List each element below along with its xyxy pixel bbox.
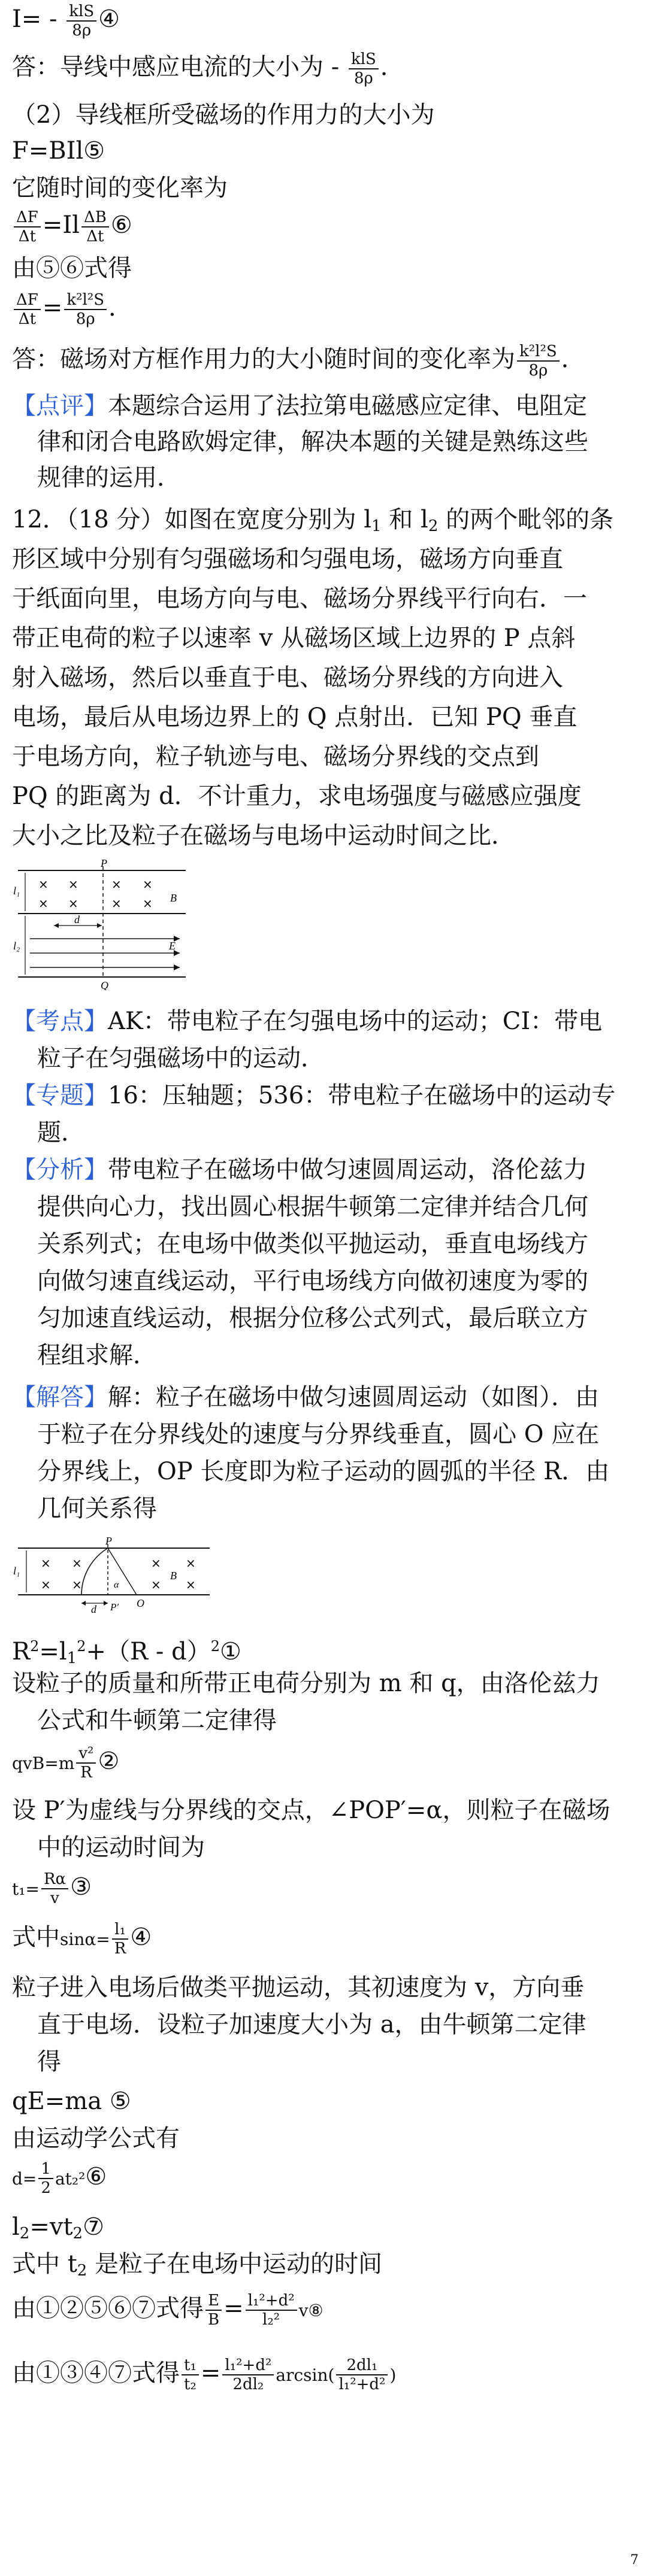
paragraph-line: 形区域中分别有匀强磁场和匀强电场，磁场方向垂直	[12, 545, 563, 573]
d-arrow-right	[97, 923, 102, 928]
cross-mark: ×	[72, 1577, 82, 1592]
equation-current	[12, 1, 635, 40]
paragraph-line: 设 P′为虚线与分界线的交点，∠POP′=α，则粒子在磁场	[12, 1797, 610, 1824]
cross-mark: ×	[186, 1556, 196, 1570]
cross-mark: ×	[186, 1577, 196, 1592]
paragraph-line: 向做匀速直线运动，平行电场线方向做初速度为零的	[37, 1267, 588, 1295]
paragraph-line: 电场，最后从电场边界上的 Q 点射出．已知 PQ 垂直	[12, 703, 578, 731]
paragraph-line: 粒子进入电场后做类平抛运动，其初速度为 v，方向垂	[12, 1974, 585, 2001]
label-q: Q	[101, 979, 108, 990]
text: I= -	[12, 5, 65, 33]
cross-mark: ×	[41, 1577, 51, 1592]
paragraph-line: 射入磁场，然后以垂直于电、磁场分界线的方向进入	[12, 664, 563, 691]
fraction: klS 8ρ	[66, 2, 96, 40]
paragraph-line: 于电场方向，粒子轨迹与电、磁场分界线的交点到	[12, 743, 539, 770]
equation-7: $l_2=vt_2⑦$	[12, 2213, 104, 2243]
fraction: klS 8ρ	[349, 50, 379, 87]
kaodian-line: 【考点】AK：带电粒子在匀强电场中的运动；CI：带电	[12, 1008, 603, 1035]
paragraph-line: 得	[37, 2048, 61, 2076]
equation-3: t₁= $\frac{R\alpha}{v}$ ③	[12, 1870, 92, 1907]
problem-12-title: 12．（18 分）如图在宽度分别为 $l_1$ 和 $l_2$ 的两个毗邻的条	[12, 506, 614, 535]
cross-mark: ×	[143, 896, 153, 911]
comment-heading: 【点评】本题综合运用了法拉第电磁感应定律、电阻定	[12, 392, 587, 420]
section-tag: 【分析】	[12, 1156, 108, 1184]
label-l2: l₂	[13, 940, 20, 952]
label-alpha: α	[114, 1580, 119, 1590]
paragraph-line: （2）导线框所受磁场的作用力的大小为	[12, 101, 435, 129]
paragraph-line: 程组求解．	[37, 1342, 157, 1369]
cross-mark: ×	[68, 877, 78, 891]
equation-8: 由①②⑤⑥⑦式得 $\frac{E}{B}$ = $\frac{\text{l₁²+d²}}{\text{l₂²}}$ v⑧	[12, 2292, 324, 2329]
label-p: P	[101, 860, 107, 869]
equation-rate-result: $\frac{\Delta F}{\Delta t}$ = $\frac{\text{k²l²S}}{8\rho}$ ．	[12, 290, 635, 328]
paragraph-line: 设粒子的质量和所带正电荷分别为 m 和 q，由洛伦兹力	[12, 1670, 600, 1697]
answer-rate: 答：磁场对方框作用力的大小随时间的变化率为 $\frac{\text{k²l²S}}{8\rho}$ ．	[12, 342, 585, 380]
trajectory-arc	[81, 1548, 108, 1595]
cross-mark: ×	[38, 896, 49, 911]
label-b: B	[170, 1570, 177, 1582]
cross-mark: ×	[38, 877, 49, 891]
label-e: E	[169, 940, 176, 952]
paragraph-line: 中的运动时间为	[37, 1834, 205, 1861]
paragraph-line: 关系列式；在电场中做类似平抛运动，垂直电场线方	[37, 1230, 588, 1258]
cross-mark: ×	[72, 1556, 82, 1570]
paragraph-line: 由运动学公式有	[12, 2125, 180, 2152]
label-p: P	[105, 1537, 112, 1547]
label-o: O	[137, 1597, 144, 1609]
paragraph-line: 律和闭合电路欧姆定律，解决本题的关键是熟练这些	[37, 428, 588, 456]
paragraph-line: 于粒子在分界线处的速度与分界线垂直，圆心 O 应在	[37, 1421, 600, 1448]
equation-2: qvB=m $\frac{\text{v²}}{R}$ ②	[12, 1744, 120, 1782]
figure-field-strips	[12, 860, 192, 990]
paragraph-line: 分界线上，OP 长度即为粒子运动的圆弧的半径 R．由	[37, 1458, 610, 1485]
figure-trajectory	[12, 1537, 216, 1615]
label-b: B	[170, 892, 177, 904]
section-tag: 【解答】	[12, 1383, 108, 1411]
paragraph-line: PQ 的距离为 d．不计重力，求电场强度与磁感应强度	[12, 782, 582, 810]
fenxi-line: 【分析】带电粒子在磁场中做匀速圆周运动，洛伦兹力	[12, 1156, 587, 1184]
paragraph-line: 规律的运用．	[37, 464, 181, 491]
paragraph-line: 几何关系得	[37, 1495, 157, 1522]
label-p-prime: P′	[110, 1601, 119, 1613]
paragraph-line: 粒子在匀强磁场中的运动．	[37, 1045, 325, 1072]
cross-mark: ×	[111, 896, 122, 911]
radius-op-line	[108, 1548, 137, 1595]
paragraph-line: 式中 $t_2$ 是粒子在电场中运动的时间	[12, 2250, 383, 2280]
paragraph-line: 题．	[37, 1119, 85, 1146]
d-arrow-left	[54, 923, 59, 928]
cross-mark: ×	[111, 877, 122, 891]
equation-force: F=BIl⑤	[12, 137, 105, 165]
cross-mark: ×	[68, 896, 78, 911]
paragraph-line: 大小之比及粒子在磁场与电场中运动时间之比．	[12, 822, 515, 849]
paragraph-line: 提供向心力，找出圆心根据牛顿第二定律并结合几何	[37, 1193, 588, 1221]
label-l1: l₁	[13, 1565, 20, 1577]
jieda-line: 【解答】解：粒子在磁场中做匀速圆周运动（如图）．由	[12, 1383, 599, 1411]
paragraph-line: 公式和牛顿第二定律得	[37, 1707, 277, 1734]
paragraph-line: 由⑤⑥式得	[12, 254, 132, 282]
paragraph-line: 它随时间的变化率为	[12, 174, 228, 202]
label-d: d	[74, 914, 80, 926]
paragraph-line: 于纸面向里，电场方向与电、磁场分界线平行向右．一	[12, 585, 587, 612]
text: ④	[98, 5, 120, 33]
section-tag: 【点评】	[12, 392, 108, 420]
equation-4: 式中sinα= $\frac{\text{l₁}}{R}$ ④	[12, 1920, 152, 1958]
cross-mark: ×	[41, 1556, 51, 1570]
paragraph-line: 直于电场．设粒子加速度大小为 a，由牛顿第二定律	[37, 2011, 586, 2038]
label-l1: l₁	[13, 885, 20, 897]
cross-mark: ×	[143, 877, 153, 891]
equation-rate: $\frac{\Delta F}{\Delta t}$ =Il $\frac{\Delta B}{\Delta t}$ ⑥	[12, 207, 635, 245]
cross-mark: ×	[151, 1556, 161, 1570]
equation-1: $R^2=l_1^2+(R$ - d）$^2$①	[12, 1638, 241, 1667]
equation-6: d= $\frac{1}{2}$ at₂²⑥	[12, 2160, 107, 2197]
cross-mark: ×	[151, 1577, 161, 1592]
answer-current: 答：导线中感应电流的大小为 - klS 8ρ ．	[12, 50, 404, 87]
label-d: d	[91, 1603, 96, 1615]
zhuanti-line: 【专题】16：压轴题；536：带电粒子在磁场中的运动专	[12, 1082, 616, 1109]
equation-5: qE=ma ⑤	[12, 2087, 131, 2115]
equation-time-ratio: 由①③④⑦式得 $\frac{\text{t₁}}{\text{t₂}}$ = $\frac{\text{l₁²+d²}}{\text{2dl₂}}$ arcsin( $\frac{\text{2dl₁}}{\text{l₁²+d²}}$ )	[12, 2356, 397, 2393]
section-tag: 【专题】	[12, 1082, 108, 1109]
page-number: 7	[630, 2553, 639, 2568]
paragraph-line: 匀加速直线运动，根据分位移公式列式，最后联立方	[37, 1304, 588, 1332]
section-tag: 【考点】	[12, 1008, 108, 1035]
paragraph-line: 带正电荷的粒子以速率 v 从磁场区域上边界的 P 点斜	[12, 624, 576, 652]
